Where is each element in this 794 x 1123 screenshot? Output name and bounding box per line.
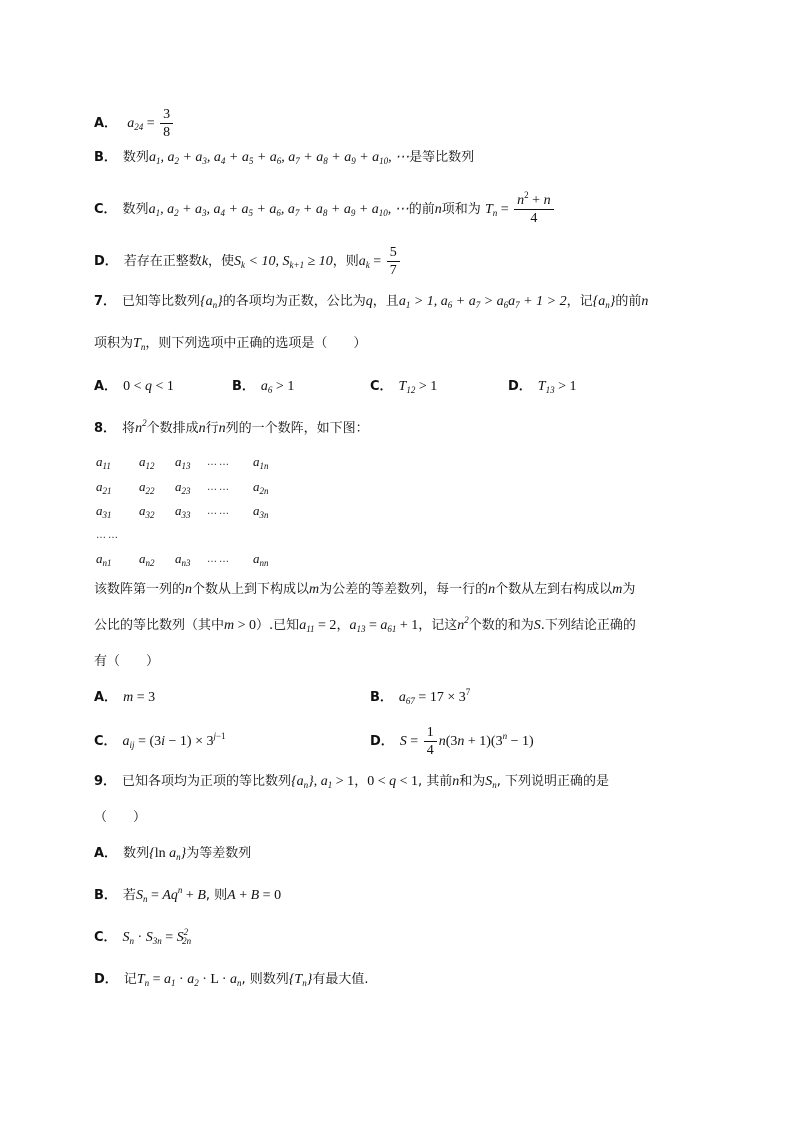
q6-option-b: B． 数列$a_1$, $a_2 + a_3$, $a_4 + a_5 + a_6$, $a_7 + a_8 + a_9 + a_{10}$, ⋯是等比数列 xyxy=(94,150,475,166)
q7-option-d: D． $T_{13} > 1$ xyxy=(508,379,577,395)
matrix-cell: $a_{32}$ xyxy=(139,503,155,520)
q8-option-b: B． $a_{67} = 17 \times 3^7$ xyxy=(370,687,471,706)
matrix-cell: $a_{12}$ xyxy=(139,454,155,471)
matrix-cell: $a_{11}$ xyxy=(96,454,111,471)
fraction: $\frac{1}{4}$ xyxy=(424,724,437,759)
matrix-cell: $a_{3n}$ xyxy=(253,503,269,520)
q8-option-d: D． S = $\frac{1}{4}$ $n(3n + 1)(3^n - 1)$ xyxy=(370,725,534,758)
matrix-cell: $a_{31}$ xyxy=(96,503,112,520)
q8-options-row2 xyxy=(94,724,694,760)
q8-option-a: A． m = 3 xyxy=(94,690,156,705)
q7-option-c: C． $T_{12} > 1$ xyxy=(370,379,438,395)
q9-option-c: C． $S_n \cdot S_{3n} = S^2_{2n}$ xyxy=(94,927,192,946)
question-number: 9． xyxy=(94,774,117,789)
q7-stem-line1: 7． 已知等比数列$\{a_n\}$的各项均为正数，公比为q，且$a_1 > 1$, $a_6 + a_7 > a_6a_7 + 1 > 2$，记$\{a_n\}$的前n xyxy=(94,294,649,310)
matrix-ellipsis: …… xyxy=(207,506,231,517)
fraction: $\frac{n^2 + n}{4}$ xyxy=(514,192,553,227)
q8-text-line1: 该数阵第一列的n个数从上到下构成以m为公差的等差数列，每一行的n个数从左到右构成以m为 xyxy=(94,582,636,597)
question-number: 8． xyxy=(94,421,117,436)
question-number: 7． xyxy=(94,294,117,309)
q9-stem-line2: （ ） xyxy=(94,810,147,825)
matrix-row-ellipsis: …… xyxy=(96,530,120,541)
q9-stem-line1: 9． 已知各项均为正项的等比数列$\{a_n\}$, $a_1 > 1$，0 < q < 1, 其前n和为$S_n$, 下列说明正确的是 xyxy=(94,774,610,790)
q8-intro: 8． 将$n^2$个数排成n行n列的一个数阵，如下图： xyxy=(94,418,369,436)
q8-text-line3: 有（ ） xyxy=(94,654,160,669)
matrix-cell: $a_{nn}$ xyxy=(253,551,269,568)
option-label: D． xyxy=(94,254,118,269)
matrix-cell: $a_{22}$ xyxy=(139,479,155,496)
option-label: C． xyxy=(94,202,117,217)
matrix-cell: $a_{23}$ xyxy=(175,479,191,496)
option-label: B． xyxy=(94,150,117,165)
matrix-cell: $a_{n1}$ xyxy=(96,551,112,568)
matrix-ellipsis: …… xyxy=(207,482,231,493)
q6-option-a: A． $a_{24}$ = $\frac{3}{8}$ xyxy=(94,106,175,141)
fraction: $\frac{3}{8}$ xyxy=(160,106,173,141)
q9-option-a: A． 数列{ln $a_n$}为等差数列 xyxy=(94,846,252,862)
matrix-ellipsis: …… xyxy=(207,554,231,565)
option-label: A． xyxy=(94,116,118,131)
q6-option-d: D． 若存在正整数k，使$S_k < 10$, $S_{k+1} \ge 10$，则$a_k$ = $\frac{5}{7}$ xyxy=(94,244,402,280)
q7-stem-line2: 项积为$T_n$，则下列选项中正确的选项是（ ） xyxy=(94,336,367,352)
matrix-ellipsis: …… xyxy=(207,457,231,468)
q9-option-b: B． 若$S_n = Aq^n + B$, 则A + B = 0 xyxy=(94,885,282,904)
fraction: $\frac{5}{7}$ xyxy=(387,244,400,279)
matrix-cell: $a_{n2}$ xyxy=(139,551,155,568)
matrix-cell: $a_{n3}$ xyxy=(175,551,191,568)
q6-option-c: C． 数列$a_1$, $a_2 + a_3$, $a_4 + a_5 + a_6$, $a_7 + a_8 + a_9 + a_{10}$, ⋯的前n项和为 $T_n$ = $\frac{n^2 + n}{4}$ xyxy=(94,192,556,228)
matrix-cell: $a_{33}$ xyxy=(175,503,191,520)
q7-option-b: B． $a_6 > 1$ xyxy=(232,379,295,395)
matrix-cell: $a_{21}$ xyxy=(96,479,112,496)
matrix-cell: $a_{13}$ xyxy=(175,454,191,471)
matrix-cell: $a_{1n}$ xyxy=(253,454,269,471)
q7-option-a: A． 0 < q < 1 xyxy=(94,379,174,394)
q9-option-d: D． 记$T_n = a_1 \cdot a_2 \cdot L \cdot a_n$, 则数列$\{T_n\}$有最大值. xyxy=(94,972,369,988)
q8-option-c: C． $a_{ij} = (3i - 1) \times 3^{j-1}$ xyxy=(94,731,226,750)
q8-text-line2: 公比的等比数列（其中m > 0）.已知$a_{11} = 2$，$a_{13} = a_{61} + 1$，记这$n^2$个数的和为S.下列结论正确的 xyxy=(94,615,636,634)
matrix-cell: $a_{2n}$ xyxy=(253,479,269,496)
